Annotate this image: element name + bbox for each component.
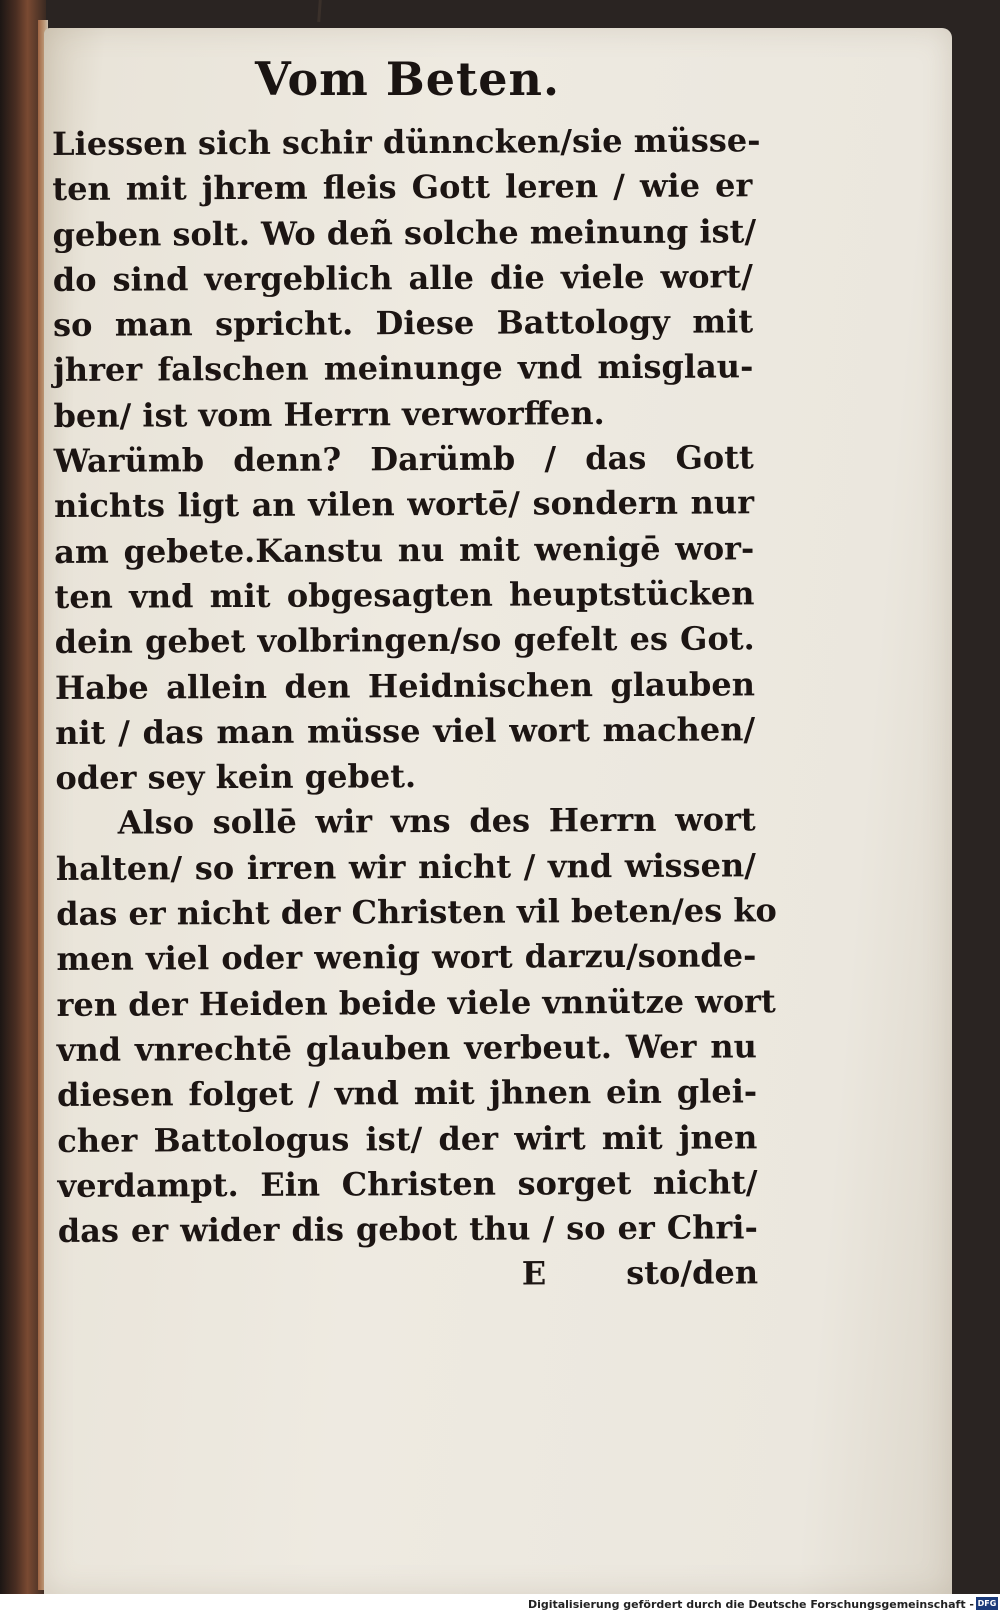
- top-mark: [317, 0, 322, 22]
- catchword-line: [58, 1251, 758, 1300]
- text-line: ten mit jhrem fleis Gott leren / wie er: [52, 166, 753, 209]
- dfg-logo: DFG: [977, 1599, 997, 1608]
- text-line: jhrer falschen meinunge vnd misglau-: [53, 347, 754, 390]
- text-line: nichts ligt an vilen wortē/ sondern nur: [53, 483, 755, 526]
- catchword: sto/den: [626, 1253, 759, 1293]
- text-line: ren der Heiden beide viele vnnütze wort: [56, 981, 776, 1024]
- text-line: vnd vnrechtē glauben verbeut. Wer nu: [56, 1027, 757, 1069]
- text-line: verdampt. Ein Christen sorget nicht/: [57, 1163, 758, 1205]
- text-line: cher Battologus ist/ der wirt mit jnen: [57, 1117, 758, 1160]
- footer-bar: [0, 1594, 1000, 1616]
- body-text: [52, 118, 777, 1299]
- text-line: ten vnd mit obgesagten heuptstücken: [54, 574, 755, 616]
- background-right: [950, 30, 1000, 1594]
- text-line: nit / das man müsse viel wort machen/: [55, 710, 756, 752]
- text-line: ben/ ist vom Herrn verworffen.: [53, 393, 605, 435]
- text-line: diesen folget / vnd mit jhnen ein glei-: [56, 1072, 758, 1115]
- text-line: Liessen sich schir dünncken/sie müsse-: [52, 121, 761, 163]
- text-line: men viel oder wenig wort darzu/sonde-: [56, 936, 757, 979]
- signature-mark: E: [521, 1254, 547, 1293]
- text-line: do sind vergeblich alle die viele wort/: [52, 257, 753, 299]
- text-line: halten/ so irren wir nicht / vnd wissen/: [55, 846, 756, 888]
- text-line: das er wider dis gebot thu / so er Chri-: [57, 1208, 758, 1251]
- text-line: Warümb denn? Darümb / das Gott: [53, 438, 754, 481]
- text-line: dein gebet volbringen/so gefelt es Got.: [54, 619, 755, 662]
- text-line: Habe allein den Heidnischen glauben: [54, 664, 756, 707]
- page-heading: Vom Beten.: [255, 52, 560, 106]
- text-line: geben solt. Wo deñ solche meinung ist/: [52, 211, 757, 254]
- text-line: am gebete.Kanstu nu mit wenigē wor-: [54, 529, 755, 571]
- text-line: oder sey kein gebet.: [55, 757, 417, 798]
- footer-credit: Digitalisierung gefördert durch die Deutsche Forschungsgemeinschaft -: [527, 1598, 974, 1611]
- text-line: so man spricht. Diese Battology mit: [52, 302, 754, 345]
- text-line: Also sollē wir vns des Herrn wort: [117, 800, 756, 843]
- text-line: das er nicht der Christen vil beten/es ko: [56, 891, 777, 934]
